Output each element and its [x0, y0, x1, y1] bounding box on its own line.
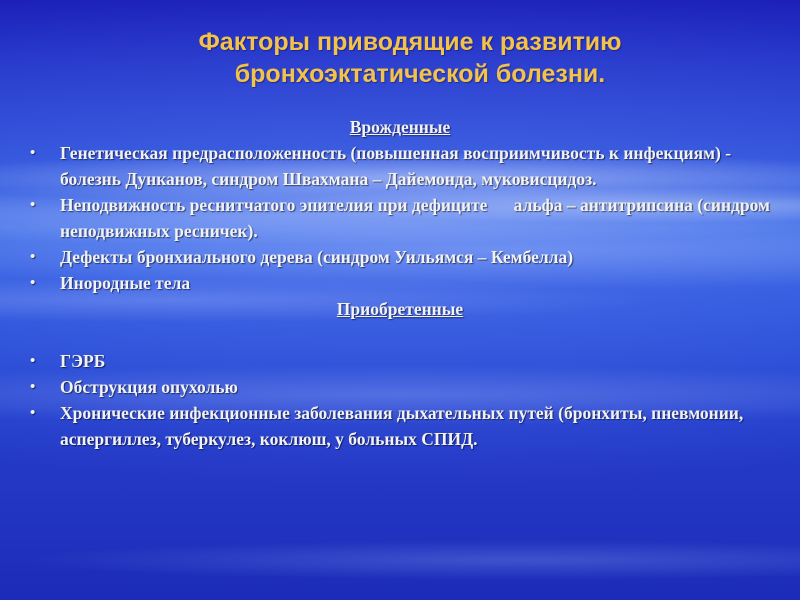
list-item-text: Обструкция опухолью [60, 377, 238, 397]
bullet-icon: • [30, 353, 36, 369]
bullet-icon: • [30, 145, 36, 161]
list-item [30, 244, 770, 270]
slide-title-line-2: бронхоэктатической болезни. [234, 60, 606, 88]
section-heading-acquired: Приобретенные [336, 299, 464, 319]
list-item [30, 348, 770, 374]
slide-content [30, 114, 775, 452]
acquired-list [30, 348, 770, 452]
spacer [30, 322, 770, 348]
list-item-text: Генетическая предрасположенность (повышенная восприимчивость к инфекциям) - болезнь Дунканов, синдром Швахмана – Дайемонда, муковисцидоз. [60, 143, 732, 189]
list-item-text: ГЭРБ [60, 351, 106, 371]
list-item [30, 270, 770, 296]
bullet-icon: • [30, 405, 36, 421]
slide-title [0, 26, 800, 90]
list-item [30, 374, 770, 400]
list-item-text: Дефекты бронхиального дерева (синдром Уильямся – Кембелла) [60, 247, 574, 267]
bullet-icon: • [30, 197, 36, 213]
list-item-text: Неподвижность реснитчатого эпителия при дефиците альфа – антитрипсина (синдром неподвижных ресничек). [60, 195, 775, 241]
list-item [30, 140, 770, 192]
section-heading-congenital: Врожденные [349, 117, 451, 137]
bullet-icon: • [30, 379, 36, 395]
bullet-icon: • [30, 249, 36, 265]
list-item-text: Хронические инфекционные заболевания дыхательных путей (бронхиты, пневмонии, аспергиллез, туберкулез, коклюш, у больных СПИД. [60, 403, 744, 449]
list-item-text: Инородные тела [60, 273, 191, 293]
list-item [30, 400, 770, 452]
bullet-icon: • [30, 275, 36, 291]
congenital-list [30, 140, 775, 296]
list-item [30, 192, 775, 244]
slide-title-line-1: Факторы приводящие к развитию [198, 28, 622, 56]
